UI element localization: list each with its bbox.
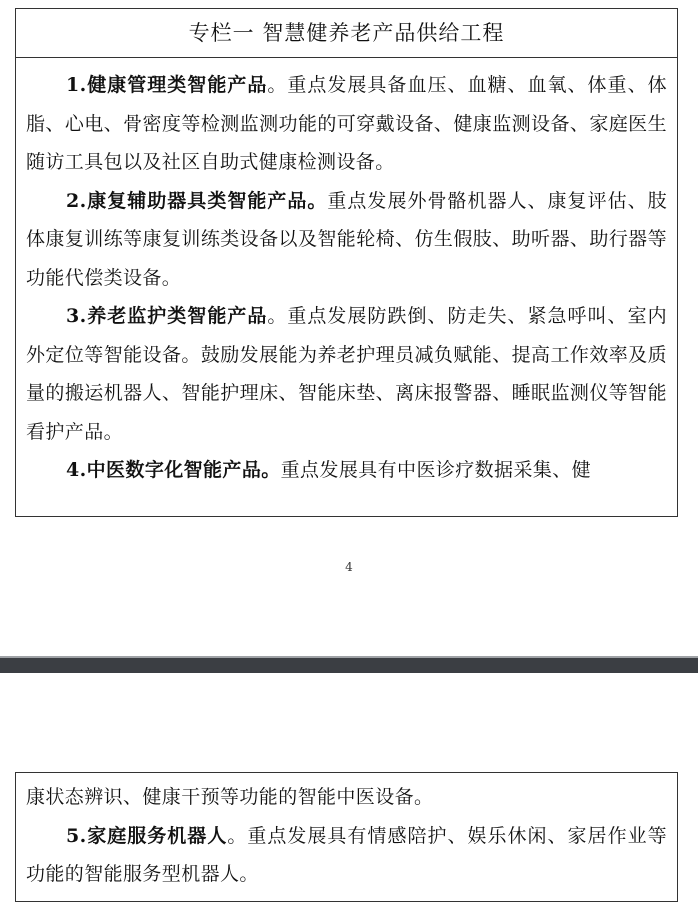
item-paragraph-2 [26, 182, 667, 298]
column-body-continued [16, 773, 677, 894]
column-title: 专栏一 智慧健养老产品供给工程 [16, 9, 677, 58]
item-paragraph-5 [26, 817, 667, 894]
item-text-4: 重点发展具有中医诊疗数据采集、健 [280, 459, 592, 481]
item-text-2: 重点发展外骨骼机器人、康复评估、肢体康复训练等康复训练类设备以及智能轮椅、仿生假肢、助听器、助行器等功能代偿类设备。 [26, 189, 668, 289]
column-body [16, 58, 677, 490]
item-heading-5: 5.家庭服务机器人 [66, 824, 228, 847]
item-heading-4: 4.中医数字化智能产品。 [66, 459, 281, 481]
item-heading-1: 1.健康管理类智能产品 [66, 74, 268, 96]
item-paragraph-3 [26, 297, 667, 451]
item-text-5: 。重点发展具有情感陪护、娱乐休闲、家居作业等功能的智能服务型机器人。 [26, 824, 667, 885]
item-paragraph-4 [26, 451, 667, 490]
column-box [15, 8, 678, 517]
item-text-3: 。重点发展防跌倒、防走失、紧急呼叫、室内外定位等智能设备。鼓励发展能为养老护理员减负赋能、提高工作效率及质量的搬运机器人、智能护理床、智能床垫、离床报警器、睡眠监测仪等智能看护产品。 [26, 305, 667, 443]
column-box-continued [15, 772, 678, 902]
page-number: 4 [345, 560, 353, 574]
page-separator [0, 656, 698, 673]
item-paragraph-1 [26, 66, 667, 182]
item-heading-3: 3.养老监护类智能产品 [66, 305, 268, 327]
item-heading-2: 2.康复辅助器具类智能产品。 [66, 189, 328, 212]
item-text-1: 。重点发展具备血压、血糖、血氧、体重、体脂、心电、骨密度等检测监测功能的可穿戴设备、健康监测设备、家庭医生随访工具包以及社区自助式健康检测设备。 [26, 74, 667, 173]
continued-text: 康状态辨识、健康干预等功能的智能中医设备。 [26, 786, 434, 808]
